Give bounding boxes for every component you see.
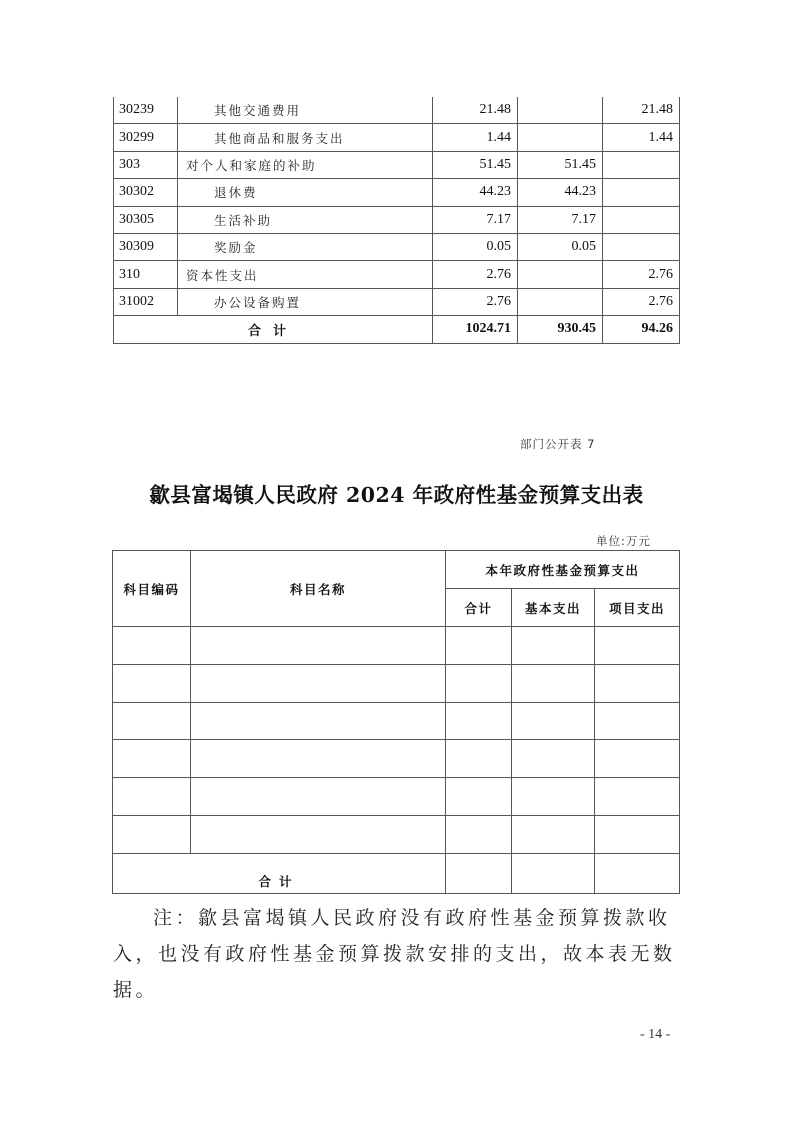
project-value (603, 179, 680, 206)
table-row (114, 233, 680, 260)
project-value (595, 627, 680, 665)
subject-name: 其他商品和服务支出 (178, 124, 433, 151)
subject-code: 31002 (114, 288, 178, 315)
subject-code: 30309 (114, 233, 178, 260)
basic-value (512, 627, 595, 665)
project-value (603, 233, 680, 260)
total-value (446, 740, 512, 778)
table-row (114, 151, 680, 178)
subject-name: 对个人和家庭的补助 (178, 151, 433, 178)
header-subject-code: 科目编码 (113, 551, 191, 627)
total-value (446, 664, 512, 702)
unit-label: 单位:万元 (596, 534, 651, 548)
subject-name (191, 627, 446, 665)
header-basic: 基本支出 (512, 589, 595, 627)
total-value (446, 702, 512, 740)
expenditure-table-continued (113, 97, 680, 344)
basic-value (512, 702, 595, 740)
header-project: 项目支出 (595, 589, 680, 627)
page-title: 歙县富堨镇人民政府 2024 年政府性基金预算支出表 (149, 483, 644, 507)
table-row (113, 815, 680, 853)
subject-name (191, 702, 446, 740)
basic-value: 44.23 (518, 179, 603, 206)
total-value: 7.17 (433, 206, 518, 233)
total-value (446, 627, 512, 665)
table-number: 部门公开表 7 (520, 437, 596, 451)
total-label: 合计 (114, 316, 433, 343)
subject-code: 303 (114, 151, 178, 178)
project-value: 2.76 (603, 261, 680, 288)
project-value (603, 206, 680, 233)
basic-value (512, 778, 595, 816)
total-value: 2.76 (433, 288, 518, 315)
subject-name (191, 815, 446, 853)
total-value: 51.45 (433, 151, 518, 178)
subject-name: 奖励金 (178, 233, 433, 260)
subject-code (113, 627, 191, 665)
total-value (446, 778, 512, 816)
table-row (113, 664, 680, 702)
project-value (595, 815, 680, 853)
total-total-value (446, 853, 512, 893)
table-row (113, 740, 680, 778)
subject-name (191, 778, 446, 816)
subject-code: 30302 (114, 179, 178, 206)
subject-code: 30239 (114, 97, 178, 124)
table-row (113, 627, 680, 665)
total-value (446, 815, 512, 853)
table-row (114, 206, 680, 233)
note-text: 注：歙县富堨镇人民政府没有政府性基金预算拨款收入，也没有政府性基金预算拨款安排的支出，故本表无数据。 (113, 907, 676, 1001)
table-row (113, 778, 680, 816)
total-row (113, 853, 680, 893)
basic-value (518, 261, 603, 288)
subject-name (191, 740, 446, 778)
subject-name: 办公设备购置 (178, 288, 433, 315)
total-value: 0.05 (433, 233, 518, 260)
basic-value: 7.17 (518, 206, 603, 233)
subject-code (113, 778, 191, 816)
subject-code: 30299 (114, 124, 178, 151)
table-row (113, 702, 680, 740)
project-value: 2.76 (603, 288, 680, 315)
total-total-value: 1024.71 (433, 316, 518, 343)
header-group: 本年政府性基金预算支出 (446, 551, 680, 589)
project-value (595, 664, 680, 702)
table-row (114, 288, 680, 315)
basic-value (512, 740, 595, 778)
government-fund-budget-table (112, 550, 680, 894)
subject-code: 310 (114, 261, 178, 288)
basic-value (512, 815, 595, 853)
project-value: 21.48 (603, 97, 680, 124)
subject-code (113, 740, 191, 778)
subject-code (113, 702, 191, 740)
subject-code (113, 815, 191, 853)
header-total: 合计 (446, 589, 512, 627)
basic-value (518, 288, 603, 315)
page-number: - 14 - (640, 1027, 671, 1042)
basic-value (518, 97, 603, 124)
subject-name (191, 664, 446, 702)
subject-name: 退休费 (178, 179, 433, 206)
project-value (603, 151, 680, 178)
total-value: 2.76 (433, 261, 518, 288)
basic-value (512, 664, 595, 702)
total-value: 1.44 (433, 124, 518, 151)
project-value: 1.44 (603, 124, 680, 151)
subject-code (113, 664, 191, 702)
basic-value: 51.45 (518, 151, 603, 178)
total-basic-value: 930.45 (518, 316, 603, 343)
project-value (595, 778, 680, 816)
table-row (114, 97, 680, 124)
total-value: 21.48 (433, 97, 518, 124)
table-row (114, 261, 680, 288)
subject-name: 生活补助 (178, 206, 433, 233)
project-value (595, 740, 680, 778)
project-value (595, 702, 680, 740)
header-subject-name: 科目名称 (191, 551, 446, 627)
subject-code: 30305 (114, 206, 178, 233)
total-label: 合计 (113, 853, 446, 893)
total-value: 44.23 (433, 179, 518, 206)
total-project-value: 94.26 (603, 316, 680, 343)
table-row (114, 124, 680, 151)
basic-value: 0.05 (518, 233, 603, 260)
basic-value (518, 124, 603, 151)
total-project-value (595, 853, 680, 893)
table-row (114, 179, 680, 206)
total-row (114, 316, 680, 343)
subject-name: 其他交通费用 (178, 97, 433, 124)
subject-name: 资本性支出 (178, 261, 433, 288)
total-basic-value (512, 853, 595, 893)
